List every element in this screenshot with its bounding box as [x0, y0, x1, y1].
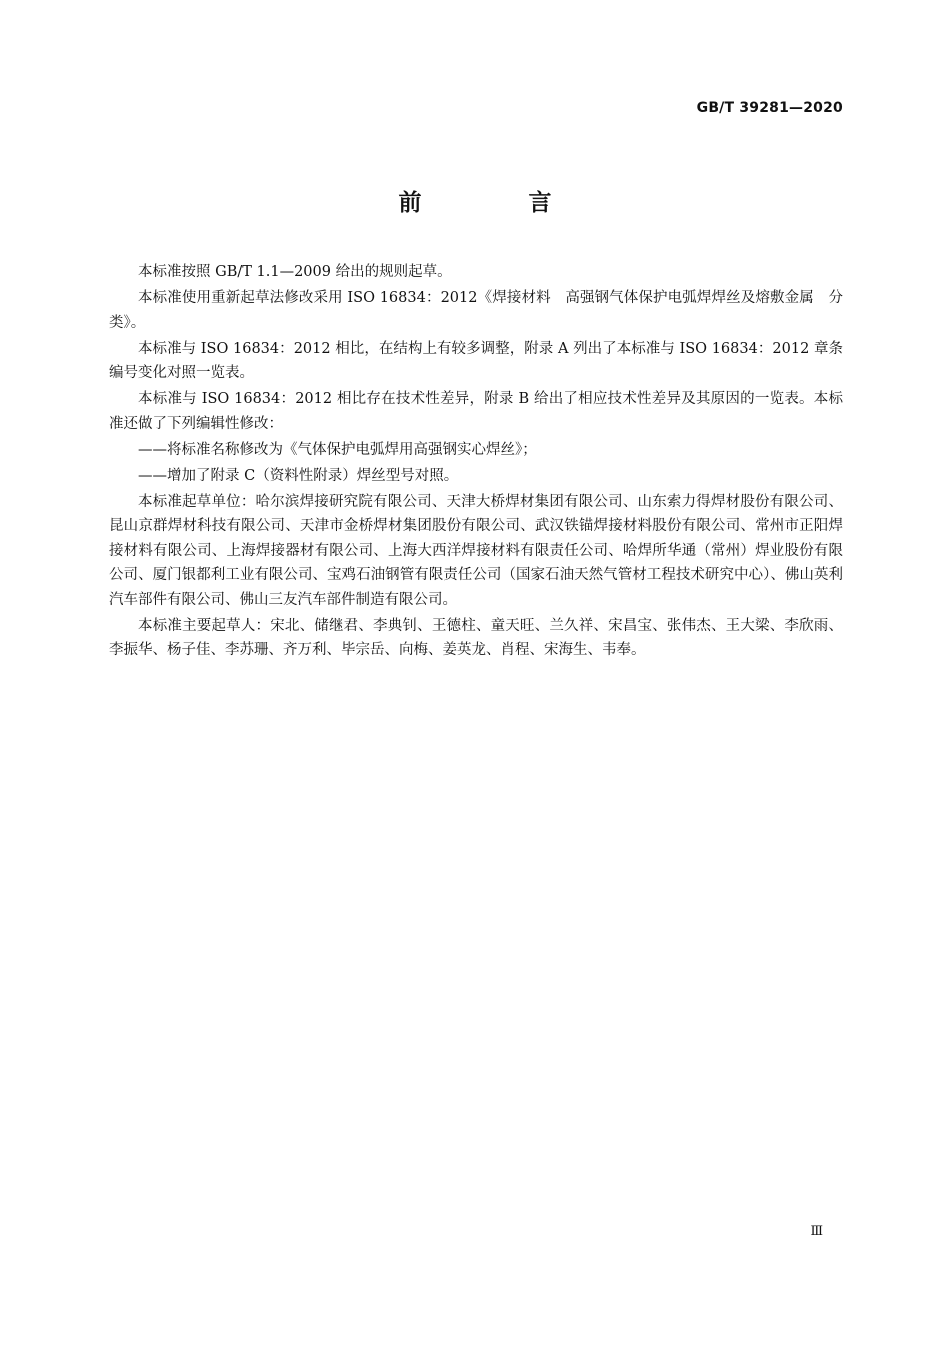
- page-number: Ⅲ: [810, 1224, 822, 1239]
- list-item-annex-c: ——增加了附录 C（资料性附录）焊丝型号对照。: [138, 467, 459, 484]
- list-item-rename: ——将标准名称修改为《气体保护电弧焊用高强钢实心焊丝》；: [138, 441, 537, 458]
- standard-code: GB/T 39281—2020: [696, 100, 843, 116]
- document-body: [109, 260, 843, 664]
- page-title: 前 言: [398, 190, 594, 216]
- paragraph-drafting-rules: 本标准按照 GB/T 1.1—2009 给出的规则起草。: [138, 264, 452, 280]
- paragraph-structure: 本标准与 ISO 16834：2012 相比，在结构上有较多调整，附录 A 列出了本标准与 ISO 16834：2012 章条编号变化对照一览表。: [109, 340, 843, 381]
- paragraph-drafting-units: 本标准起草单位：哈尔滨焊接研究院有限公司、天津大桥焊材集团有限公司、山东索力得焊材股份有限公司、昆山京群焊材科技有限公司、天津市金桥焊材集团股份有限公司、武汉铁锚焊接材料股份有限公司、常州市正阳焊接材料有限公司、上海焊接器材有限公司、上海大西洋焊接材料有限责任公司、哈焊所华通（常州）焊业股份有限公司、厦门银都利工业有限公司、宝鸡石油钢管有限责任公司（国家石油天然气管材工程技术研究中心）、佛山英利汽车部件有限公司、佛山三友汽车部件制造有限公司。: [109, 493, 843, 608]
- paragraph-adoption: 本标准使用重新起草法修改采用 ISO 16834：2012《焊接材料 高强钢气体保护电弧焊焊丝及熔敷金属 分类》。: [109, 290, 843, 331]
- paragraph-technical-differences: 本标准与 ISO 16834：2012 相比存在技术性差异，附录 B 给出了相应技术性差异及其原因的一览表。本标准还做了下列编辑性修改：: [109, 391, 843, 432]
- paragraph-drafters: 本标准主要起草人：宋北、储继君、李典钊、王德柱、童天旺、兰久祥、宋昌宝、张伟杰、王大梁、李欣雨、李振华、杨子佳、李苏珊、齐万利、毕宗岳、向梅、姜英龙、肖程、宋海生、韦奉。: [109, 617, 843, 658]
